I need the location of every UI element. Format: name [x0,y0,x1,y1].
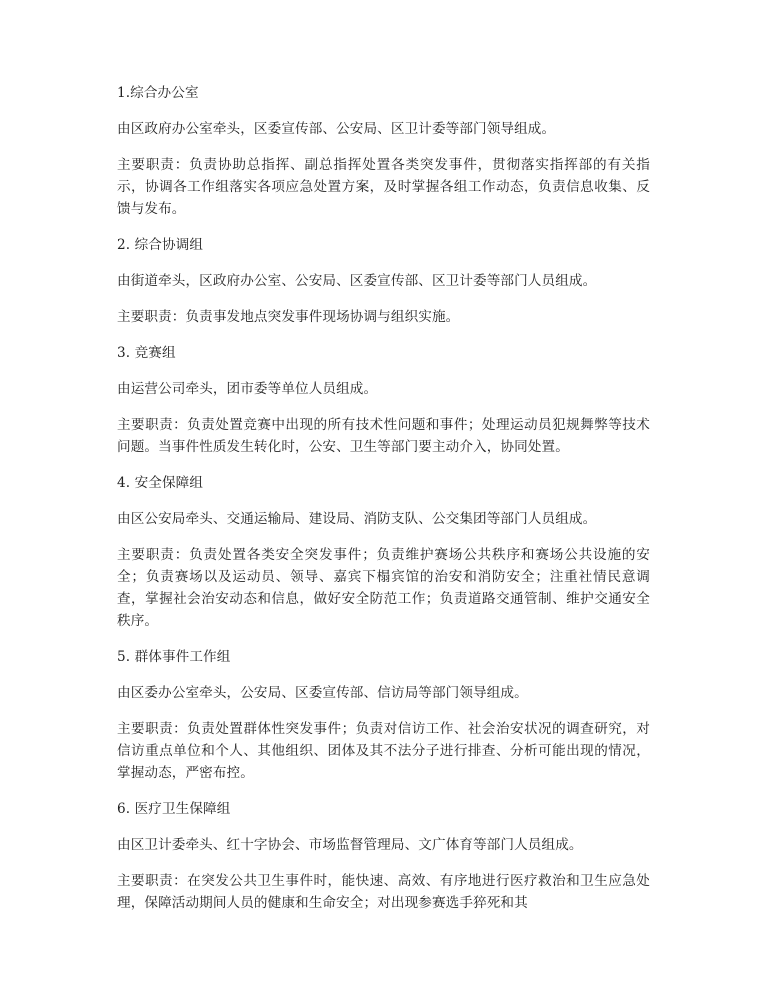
section-duties: 主要职责：负责处置竞赛中出现的所有技术性问题和事件；处理运动员犯规舞弊等技术问题。当事件性质发生转化时，公安、卫生等部门要主动介入，协同处置。 [117,417,650,455]
section-composition: 由区卫计委牵头、红十字协会、市场监督管理局、文广体育等部门人员组成。 [117,837,583,853]
section-composition: 由区政府办公室牵头，区委宣传部、公安局、区卫计委等部门领导组成。 [117,121,556,137]
section-heading: 5. 群体事件工作组 [117,649,231,665]
section-composition: 由区公安局牵头、交通运输局、建设局、消防支队、公交集团等部门人员组成。 [117,511,597,527]
section-duties: 主要职责：负责协助总指挥、副总指挥处置各类突发事件，贯彻落实指挥部的有关指示，协调各工作组落实各项应急处置方案，及时掌握各组工作动态，负责信息收集、反馈与发布。 [117,157,650,217]
section-heading: 4. 安全保障组 [117,475,204,491]
section-composition: 由街道牵头，区政府办公室、公安局、区委宣传部、区卫计委等部门人员组成。 [117,273,597,289]
section-duties: 主要职责：负责处置各类安全突发事件；负责维护赛场公共秩序和赛场公共设施的安全；负责赛场以及运动员、领导、嘉宾下榻宾馆的治安和消防安全；注重社情民意调查，掌握社会治安动态和信息，做好安全防范工作；负责道路交通管制、维护交通安全秩序。 [117,547,650,629]
section-heading: 6. 医疗卫生保障组 [117,801,231,817]
section-composition: 由运营公司牵头，团市委等单位人员组成。 [117,381,378,397]
section-composition: 由区委办公室牵头，公安局、区委宣传部、信访局等部门领导组成。 [117,685,528,701]
section-duties: 主要职责：负责处置群体性突发事件；负责对信访工作、社会治安状况的调查研究，对信访重点单位和个人、其他组织、团体及其不法分子进行排查、分析可能出现的情况，掌握动态，严密布控。 [117,721,650,781]
section-heading: 2. 综合协调组 [117,237,204,253]
section-duties: 主要职责：在突发公共卫生事件时，能快速、高效、有序地进行医疗救治和卫生应急处理，保障活动期间人员的健康和生命安全；对出现参赛选手猝死和其 [117,873,650,911]
section-heading: 3. 竞赛组 [117,345,176,361]
section-duties: 主要职责：负责事发地点突发事件现场协调与组织实施。 [117,309,460,325]
section-heading: 1.综合办公室 [117,85,199,101]
document-page [117,78,650,928]
